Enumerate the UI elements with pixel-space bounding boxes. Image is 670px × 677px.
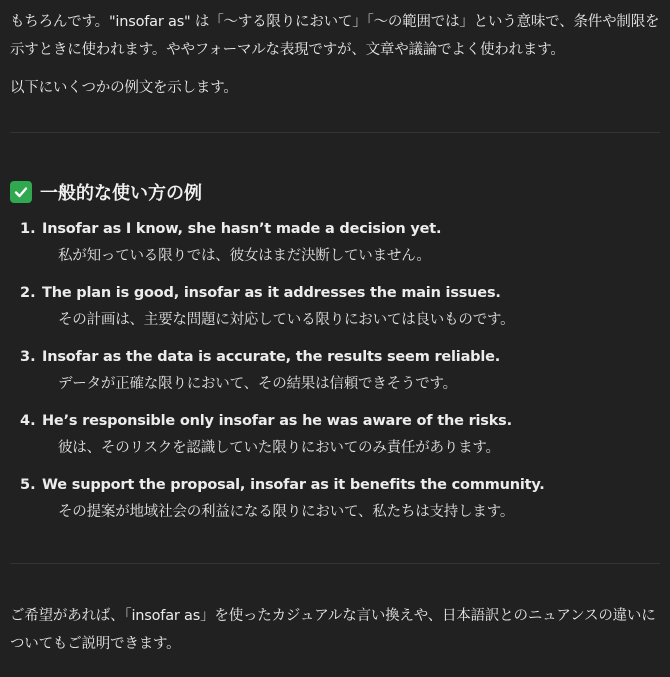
intro-lead-paragraph: 以下にいくつかの例文を示します。 [10, 80, 238, 96]
check-mark-button-icon [10, 181, 32, 203]
section-heading [10, 179, 660, 205]
examples-list [10, 215, 660, 525]
example-english: We support the proposal, insofar as it benefits the community. [42, 477, 545, 493]
assistant-message [10, 8, 660, 658]
example-english: He’s responsible only insofar as he was aware of the risks. [42, 413, 512, 429]
example-english: The plan is good, insofar as it addresses the main issues. [42, 285, 501, 301]
intro-paragraph: もちろんです。"insofar as" は「〜する限りにおいて」「〜の範囲では」という意味で、条件や制限を示すときに使われます。ややフォーマルな表現ですが、文章や議論でよく使われます。 [10, 14, 660, 58]
example-japanese: その提案が地域社会の利益になる限りにおいて、私たちは支持します。 [58, 504, 515, 520]
item-number: 2. [20, 285, 36, 301]
list-item [10, 407, 660, 461]
item-number: 1. [20, 221, 36, 237]
example-japanese: 彼は、そのリスクを認識していた限りにおいてのみ責任があります。 [58, 440, 500, 456]
outro-paragraph: ご希望があれば、「insofar as」を使ったカジュアルな言い換えや、日本語訳とのニュアンスの違いについてもご説明できます。 [10, 608, 656, 652]
item-number: 4. [20, 413, 36, 429]
example-english: Insofar as the data is accurate, the results seem reliable. [42, 349, 501, 365]
section-title: 一般的な使い方の例 [40, 183, 202, 204]
list-item [10, 471, 660, 525]
example-japanese: 私が知っている限りでは、彼女はまだ決断していません。 [58, 248, 431, 264]
example-english: Insofar as I know, she hasn’t made a decision yet. [42, 221, 442, 237]
list-item [10, 215, 660, 269]
item-number: 5. [20, 477, 36, 493]
example-japanese: データが正確な限りにおいて、その結果は信頼できそうです。 [58, 376, 457, 392]
list-item [10, 343, 660, 397]
list-item [10, 279, 660, 333]
item-number: 3. [20, 349, 36, 365]
example-japanese: その計画は、主要な問題に対応している限りにおいては良いものです。 [58, 312, 515, 328]
